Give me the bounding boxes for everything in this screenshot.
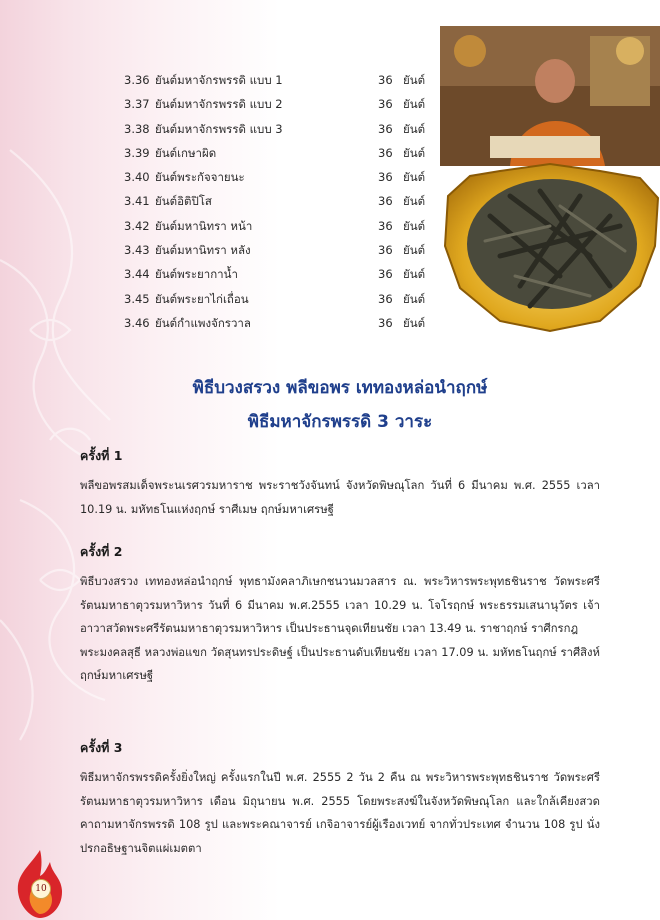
- yantra-count: 36: [378, 218, 393, 233]
- section-paragraph: พระมงคลสุธี หลวงพ่อแขก วัดสุนทรประดิษฐ์ เป็นประธานดับเทียนชัย เวลา 17.09 น. มหัทธโนฤกษ์ ราศีสิงห์ ฤกษ์มหาเศรษฐี: [80, 645, 600, 682]
- title-line-1: พิธีบวงสรวง พลีขอพร เททองหล่อนำฤกษ์: [192, 378, 488, 398]
- yantra-name: ยันต์มหานิทรา หลัง: [155, 243, 251, 258]
- yantra-count: 36: [378, 145, 393, 160]
- list-item: [124, 117, 434, 141]
- yantra-count: 36: [378, 291, 393, 306]
- list-item: [124, 238, 434, 262]
- yantra-count: 36: [378, 97, 393, 112]
- section-paragraph: พิธีมหาจักรพรรดิครั้งยิ่งใหญ่ ครั้งแรกในปี พ.ศ. 2555 2 วัน 2 คืน ณ พระวิหารพระพุทธชินราช วัดพระศรีรัตนมหาธาตุวรมหาวิหาร เดือน มิถุนายน พ.ศ. 2555 โดยพระสงฆ์ในจังหวัดพิษณุโลก และใกล้เคียงสวดคาถามหาจักรพรรดิ 108 รูป และพระคณาจารย์ เกจิอาจารย์ผู้เรืองเวทย์ จากทั่วประเทศ จำนวน 108 รูป นั่งปรกอธิษฐานจิตแผ่เมตตา: [80, 771, 600, 855]
- yantra-name: ยันต์เกษาผิด: [155, 145, 217, 160]
- section-heading: ครั้งที่ 1: [80, 448, 123, 463]
- yantra-count: 36: [378, 121, 393, 136]
- yantra-unit: ยันต์: [403, 315, 426, 330]
- section-1: [80, 446, 600, 521]
- ceremony-photo: [440, 26, 660, 336]
- yantra-unit: ยันต์: [403, 145, 426, 160]
- list-item: [124, 214, 434, 238]
- yantra-count: 36: [378, 243, 393, 258]
- yantra-name: ยันต์พระยากาน้ำ: [155, 267, 238, 282]
- section-paragraph: พลีขอพรสมเด็จพระนเรศวรมหาราช พระราชวังจันทน์ จังหวัดพิษณุโลก วันที่ 6 มีนาคม พ.ศ. 2555 เวลา 10.19 น. มหัทธโนแห่งฤกษ์ ราศีเมษ ฤกษ์มหาเศรษฐี: [80, 479, 600, 516]
- yantra-number: 3.45: [124, 291, 150, 306]
- section-3: [80, 738, 600, 860]
- yantra-number: 3.40: [124, 170, 150, 185]
- yantra-unit: ยันต์: [403, 243, 426, 258]
- yantra-number: 3.39: [124, 145, 150, 160]
- section-2: [80, 542, 600, 688]
- list-item: [124, 141, 434, 165]
- yantra-name: ยันต์มหาจักรพรรดิ แบบ 1: [155, 73, 283, 87]
- yantra-count: 36: [378, 73, 393, 87]
- list-item: [124, 92, 434, 116]
- yantra-number: 3.42: [124, 218, 150, 233]
- list-item: [124, 311, 434, 335]
- yantra-unit: ยันต์: [403, 121, 426, 136]
- yantra-number: 3.46: [124, 315, 150, 330]
- yantra-unit: ยันต์: [403, 218, 426, 233]
- list-item: [124, 287, 434, 311]
- yantra-name: ยันต์กำแพงจักรวาล: [155, 315, 251, 330]
- yantra-unit: ยันต์: [403, 267, 426, 282]
- yantra-name: ยันต์มหานิทรา หน้า: [155, 218, 253, 233]
- section-heading: ครั้งที่ 2: [80, 544, 123, 559]
- list-item: [124, 68, 434, 92]
- yantra-unit: ยันต์: [403, 73, 426, 87]
- page-number: 10: [31, 879, 51, 899]
- yantra-count: 36: [378, 170, 393, 185]
- yantra-name: ยันต์มหาจักรพรรดิ แบบ 2: [155, 97, 283, 112]
- section-paragraph: พิธีบวงสรวง เททองหล่อนำฤกษ์ พุทธามังคลาภิเษกชนวนมวลสาร ณ. พระวิหารพระพุทธชินราช วัดพระศรีรัตนมหาธาตุวรมหาวิหาร วันที่ 6 มีนาคม พ.ศ.2555 เวลา 10.29 น. โจโรฤกษ์ พระธรรมเสนานุวัตร เจ้าอาวาสวัดพระศรีรัตนมหาธาตุวรมหาวิหาร เป็นประธานจุดเทียนชัย เวลา 13.49 น. ราชาฤกษ์ ราศีกรกฎ: [80, 575, 600, 635]
- yantra-name: ยันต์อิติปิโส: [155, 194, 212, 209]
- yantra-name: ยันต์มหาจักรพรรดิ แบบ 3: [155, 121, 283, 136]
- yantra-unit: ยันต์: [403, 170, 426, 185]
- yantra-count: 36: [378, 267, 393, 282]
- yantra-name: ยันต์พระกัจจายนะ: [155, 170, 245, 185]
- yantra-unit: ยันต์: [403, 194, 426, 209]
- yantra-number: 3.41: [124, 194, 150, 209]
- yantra-number: 3.38: [124, 121, 150, 136]
- list-item: [124, 189, 434, 213]
- section-heading: ครั้งที่ 3: [80, 740, 123, 755]
- yantra-number: 3.37: [124, 97, 150, 112]
- yantra-count: 36: [378, 194, 393, 209]
- yantra-unit: ยันต์: [403, 97, 426, 112]
- yantra-list: [124, 68, 434, 335]
- list-item: [124, 165, 434, 189]
- yantra-name: ยันต์พระยาไก่เถื่อน: [155, 291, 249, 306]
- list-item: [124, 262, 434, 286]
- yantra-count: 36: [378, 315, 393, 330]
- yantra-number: 3.36: [124, 73, 150, 87]
- yantra-number: 3.43: [124, 243, 150, 258]
- yantra-unit: ยันต์: [403, 291, 426, 306]
- yantra-number: 3.44: [124, 267, 150, 282]
- title-line-2: พิธีมหาจักรพรรดิ 3 วาระ: [247, 412, 433, 432]
